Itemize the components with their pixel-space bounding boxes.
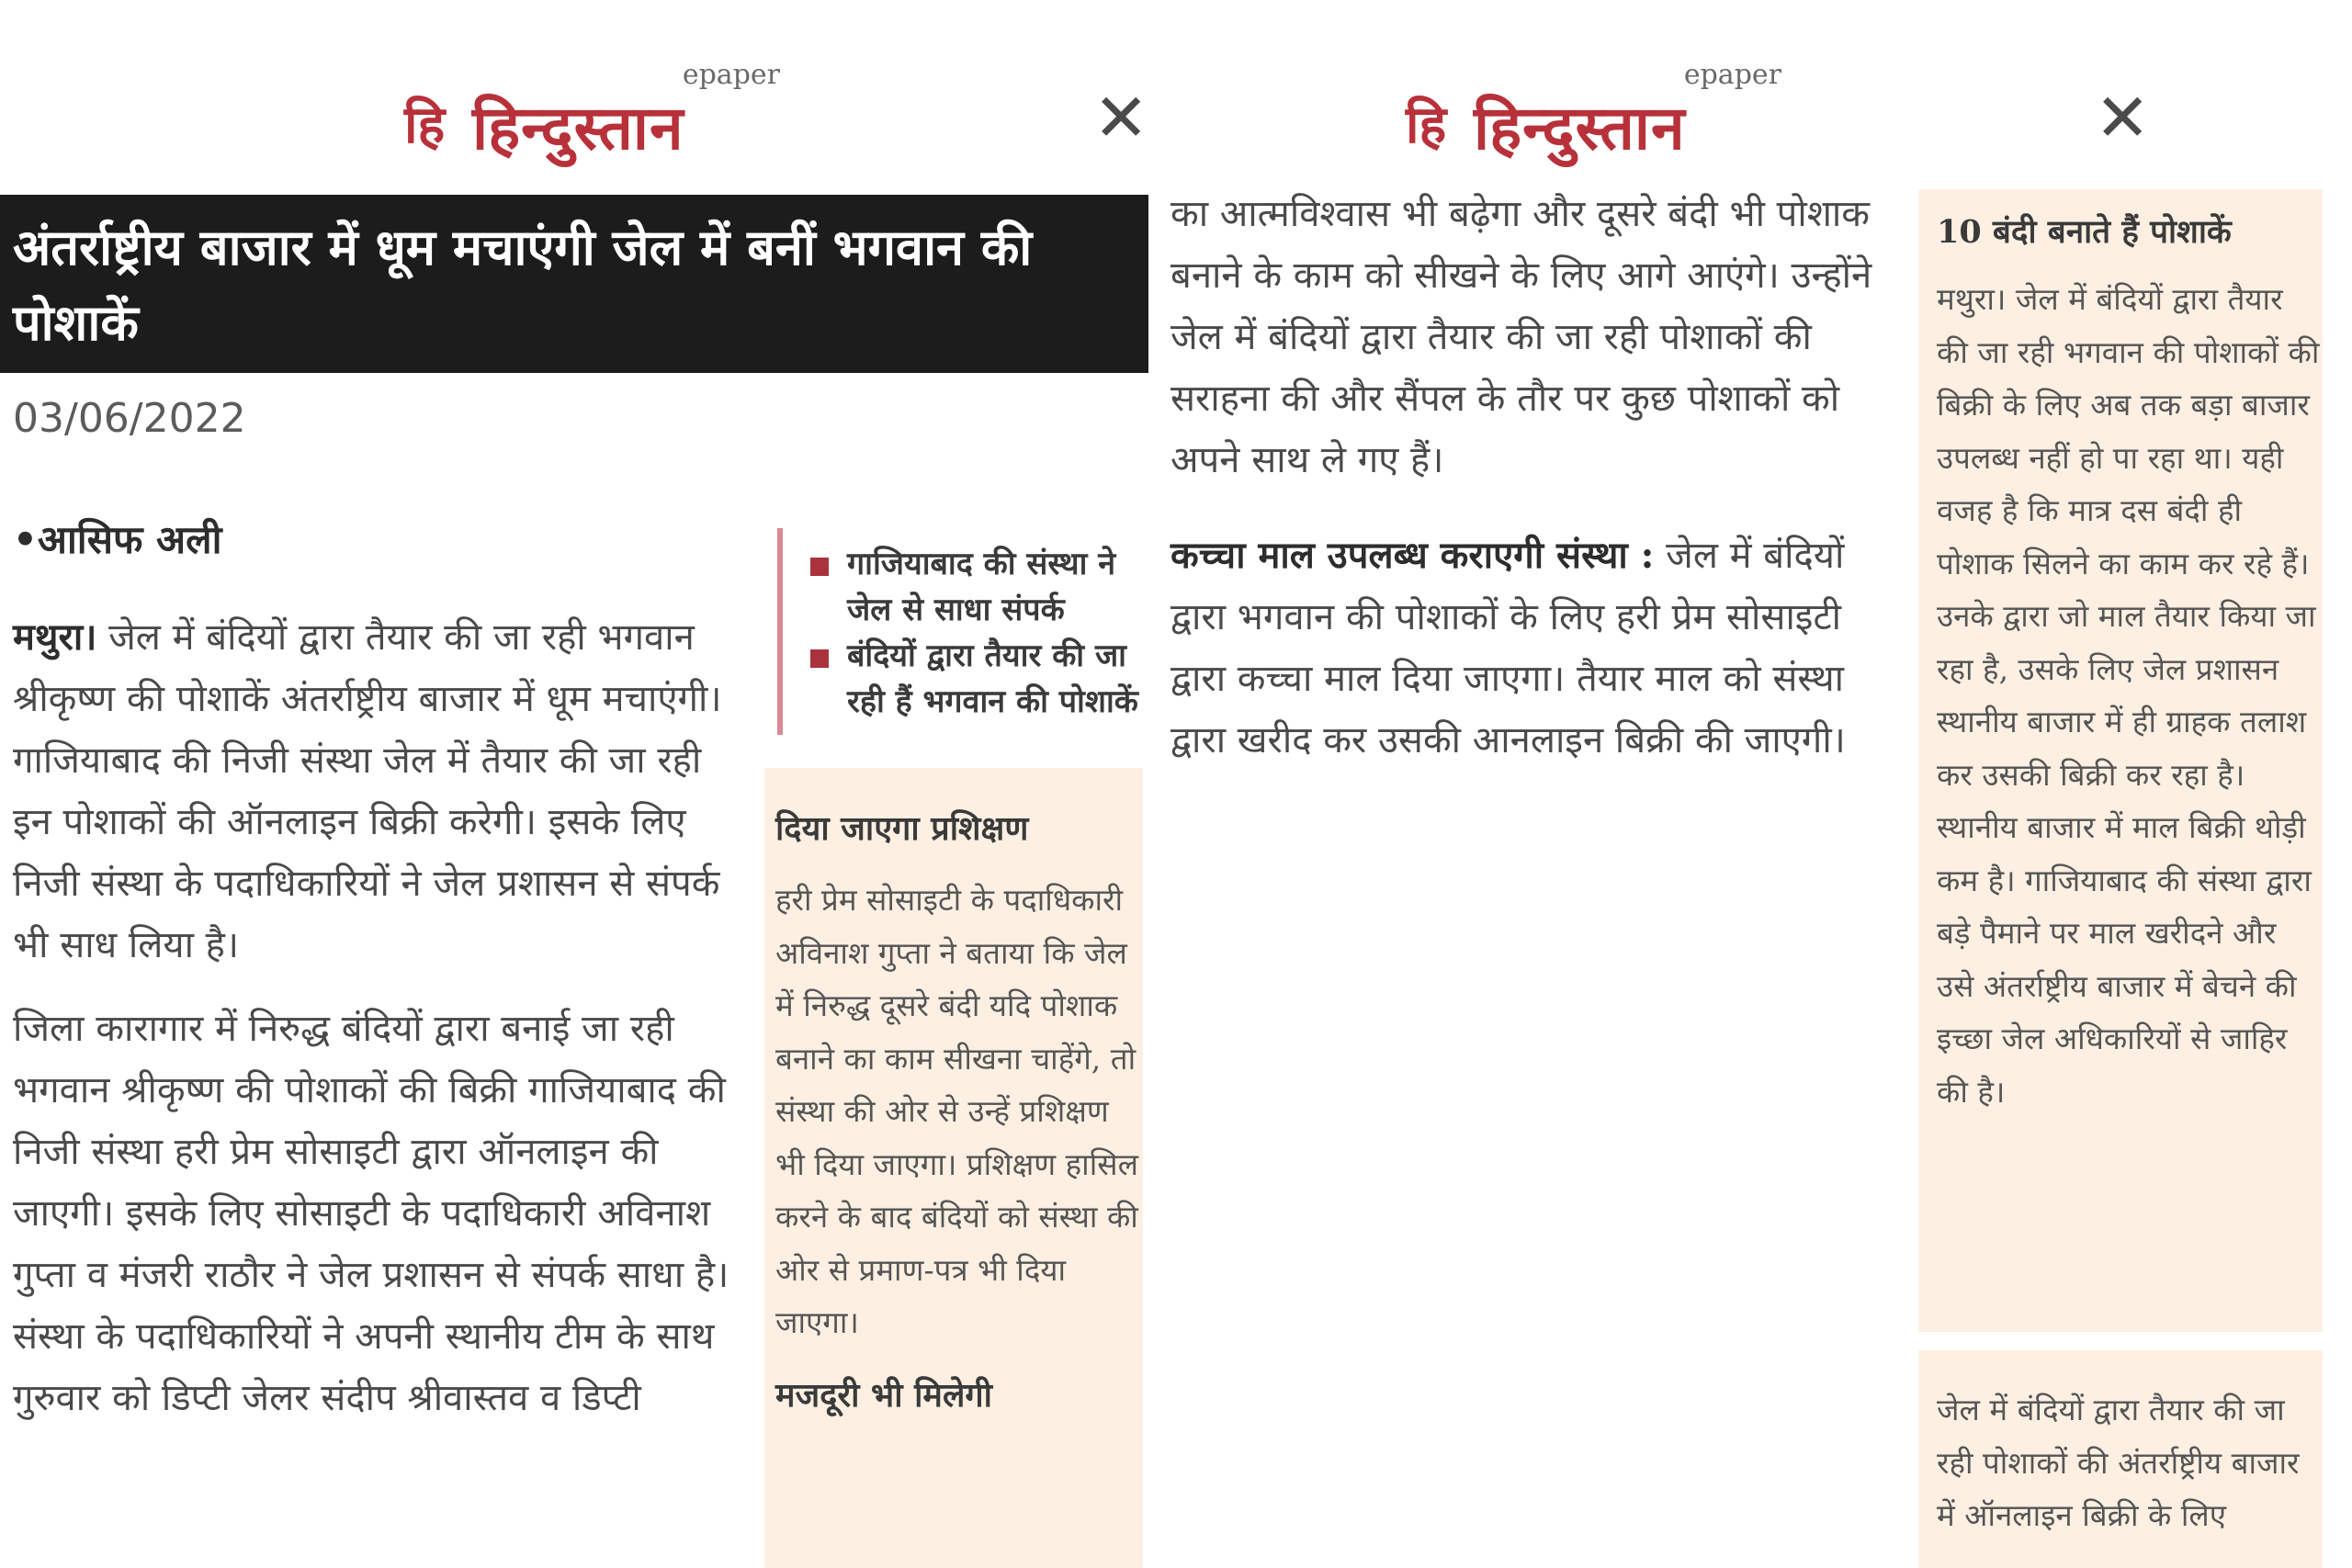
highlight-text: बंदियों द्वारा तैयार की जा रही हैं भगवान की पोशाकें — [847, 637, 1138, 720]
highlight-text: गाजियाबाद की संस्था ने जेल से साधा संपर्क — [847, 546, 1116, 628]
newspaper-logo-left — [404, 59, 780, 164]
sidebar-text: मथुरा। जेल में बंदियों द्वारा तैयार की जा रही भगवान की पोशाकों की बिक्री के लिए अब तक बड़ा बाजार उपलब्ध नहीं हो पा रहा था। यही वजह है कि मात्र दस बंदी ही पोशाक सिलने का काम कर रहे हैं। उनके द्वारा जो माल तैयार किया जा रहा है, उसके लिए जेल प्रशासन स्थानीय बाजार में ही ग्राहक तलाश कर उसकी बिक्री कर रहा है। स्थानीय बाजार में माल बिक्री थोड़ी कम है। गाजियाबाद की संस्था द्वारा बड़े पैमाने पर माल खरीदने और उसे अंतर्राष्ट्रीय बाजार में बेचने की इच्छा जेल अधिकारियों से जाहिर की है। — [1937, 281, 2320, 1110]
article-date: 03/06/2022 — [13, 395, 246, 442]
subheading: कच्चा माल उपलब्ध कराएगी संस्था : — [1170, 534, 1655, 577]
paragraph-text: जेल में बंदियों द्वारा तैयार की जा रही भगवान श्रीकृष्ण की पोशाकें अंतर्राष्ट्रीय बाजार में धूम मचाएंगी। गाजियाबाद की निजी संस्था जेल में तैयार की जा रही इन पोशाकों की ऑनलाइन बिक्री करेगी। इसके लिए निजी संस्था के पदाधिकारियों ने जेल प्रशासन से संपर्क भी साध लिया है। — [13, 616, 722, 966]
sidebar-online-sale — [1918, 1350, 2323, 1568]
highlights-box — [777, 528, 1140, 735]
sidebar-text: जेल में बंदियों द्वारा तैयार की जा रही पोशाकों की अंतर्राष्ट्रीय बाजार में ऑनलाइन बिक्री के लिए — [1937, 1392, 2300, 1533]
bullet-square-icon — [810, 558, 829, 576]
logo-mark-icon: हि — [1406, 95, 1447, 155]
close-icon[interactable]: ✕ — [1093, 79, 1149, 156]
highlight-item — [810, 541, 1140, 633]
article-column-1 — [13, 606, 748, 1451]
paragraph — [13, 998, 748, 1429]
brand-name: हिन्दुस्तान — [472, 92, 684, 164]
newspaper-logo-right — [1406, 59, 1781, 164]
highlight-item — [810, 633, 1140, 725]
paragraph-text: जेल में बंदियों द्वारा भगवान की पोशाकों के लिए हरी प्रेम सोसाइटी द्वारा कच्चा माल दिया जाएगा। तैयार माल को संस्था द्वारा खरीद कर उसकी आनलाइन बिक्री की जाएगी। — [1170, 535, 1846, 761]
paragraph — [13, 606, 748, 976]
article-headline: अंतर्राष्ट्रीय बाजार में धूम मचाएंगी जेल में बनीं भगवान की पोशाकें — [0, 195, 1148, 373]
paragraph — [1170, 525, 1905, 772]
sidebar-ten-prisoners — [1918, 189, 2323, 1332]
paragraph — [1170, 184, 1905, 491]
logo-mark-icon: हि — [404, 95, 446, 155]
sidebar-text: हरी प्रेम सोसाइटी के पदाधिकारी अविनाश गुप्ता ने बताया कि जेल में निरुद्ध दूसरे बंदी यदि पोशाक बनाने का काम सीखना चाहेंगे, तो संस्था की ओर से उन्हें प्रशिक्षण भी दिया जाएगा। प्रशिक्षण हासिल करने के बाद बंदियों को संस्था की ओर से प्रमाण-पत्र भी दिया जाएगा। — [775, 882, 1138, 1340]
sidebar-training — [764, 768, 1143, 1568]
epaper-label: epaper — [682, 59, 780, 91]
bullet-square-icon — [810, 649, 829, 668]
close-icon[interactable]: ✕ — [2095, 79, 2151, 156]
sidebar-title: दिया जाएगा प्रशिक्षण — [775, 809, 1029, 848]
sidebar-subtitle: मजदूरी भी मिलेगी — [775, 1375, 992, 1415]
article-column-2 — [1170, 184, 1905, 805]
paragraph-text: का आत्मविश्वास भी बढ़ेगा और दूसरे बंदी भी पोशाक बनाने के काम को सीखने के लिए आगे आएंगे। उन्होंने जेल में बंदियों द्वारा तैयार की जा रही पोशाकों की सराहना की और सैंपल के तौर पर कुछ पोशाकों को अपने साथ ले गए हैं। — [1170, 193, 1872, 481]
epaper-label: epaper — [1683, 59, 1781, 91]
paragraph-text: जिला कारागार में निरुद्ध बंदियों द्वारा बनाई जा रही भगवान श्रीकृष्ण की पोशाकों की बिक्री गाजियाबाद की निजी संस्था हरी प्रेम सोसाइटी द्वारा ऑनलाइन की जाएगी। इसके लिए सोसाइटी के पदाधिकारी अविनाश गुप्ता व मंजरी राठौर ने जेल प्रशासन से संपर्क साधा है। संस्था के पदाधिकारियों ने अपनी स्थानीय टीम के साथ गुरुवार को डिप्टी जेलर संदीप श्रीवास्तव व डिप्टी — [13, 1008, 729, 1419]
dateline: मथुरा। — [13, 615, 97, 659]
article-byline: •आसिफ अली — [13, 517, 222, 562]
sidebar-title: 10 बंदी बनाते हैं पोशाकें — [1937, 213, 2232, 251]
brand-name: हिन्दुस्तान — [1474, 92, 1686, 164]
